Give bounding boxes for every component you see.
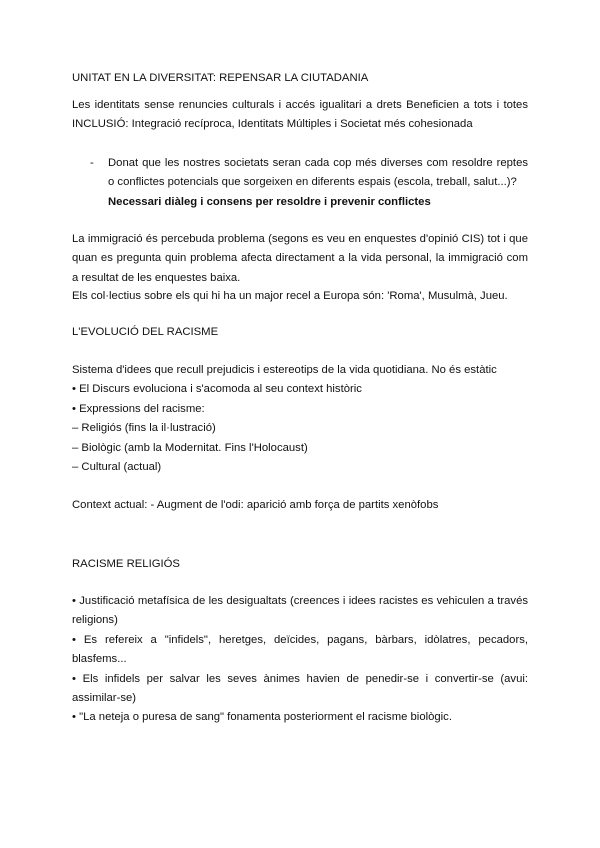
racism-evolution-block xyxy=(72,361,528,477)
section-heading-unitat: UNITAT EN LA DIVERSITAT: REPENSAR LA CIUTADANIA xyxy=(72,72,369,84)
religious-bullet: • Els infidels per salvar les seves ànimes havien de penedir-se i convertir-se (avui: assimilar-se) xyxy=(72,672,528,705)
evolution-line-discourse: • El Discurs evoluciona i s'acomoda al seu context històric xyxy=(72,383,362,396)
section-heading-racisme-religios: RACISME RELIGIÓS xyxy=(72,558,180,570)
evolution-line-expressions: • Expressions del racisme: xyxy=(72,402,205,415)
evolution-line-religious: – Religiós (fins la il·lustració) xyxy=(72,422,216,435)
religious-bullet: • Justificació metafísica de les desigualtats (creences i idees racistes es vehiculen a través religions) xyxy=(72,595,528,627)
evolution-line-biological: – Biològic (amb la Modernitat. Fins l'Holocaust) xyxy=(72,441,308,454)
religious-bullet: • "La neteja o puresa de sang" fonamenta posteriorment el racisme biològic. xyxy=(72,711,452,724)
list-dash: - xyxy=(90,157,94,169)
section-heading-evolucio: L'EVOLUCIÓ DEL RACISME xyxy=(72,326,219,338)
dash-list-item xyxy=(72,154,528,212)
religious-racism-list xyxy=(72,592,528,728)
list-item-bold-conclusion: Necessari diàleg i consens per resoldre i prevenir conflictes xyxy=(108,195,431,208)
list-item-text: Donat que les nostres societats seran cada cop més diverses com resoldre reptes o conflictes potencials que sorgeixen en diferents espais (escola, treball, salut...)? xyxy=(108,157,528,189)
context-paragraph: Context actual: - Augment de l'odi: aparició amb força de partits xenòfobs xyxy=(72,499,439,511)
list-item-body xyxy=(108,154,528,212)
evolution-line-definition: Sistema d'idees que recull prejudicis i estereotips de la vida quotidiana. No és estàtic xyxy=(72,364,497,376)
immigration-paragraph: La immigració és percebuda problema (segons es veu en enquestes d'opinió CIS) tot i que quan es pregunta quin problema afecta directament a la vida personal, la immigració com a resultat de les enquestes baixa. xyxy=(72,233,528,284)
collectives-paragraph: Els col·lectius sobre els qui hi ha un major recel a Europa són: 'Roma', Musulmà, Jueu. xyxy=(72,290,508,302)
religious-bullet: • Es refereix a "infidels", heretges, deïcides, pagans, bàrbars, idòlatres, pecadors, blasfems... xyxy=(72,633,528,666)
evolution-line-cultural: – Cultural (actual) xyxy=(72,461,162,474)
intro-paragraph: Les identitats sense renuncies culturals i accés igualitari a drets Beneficien a tots i totes INCLUSIÓ: Integració recíproca, Identitats Múltiples i Societat més cohesionada xyxy=(72,99,528,131)
